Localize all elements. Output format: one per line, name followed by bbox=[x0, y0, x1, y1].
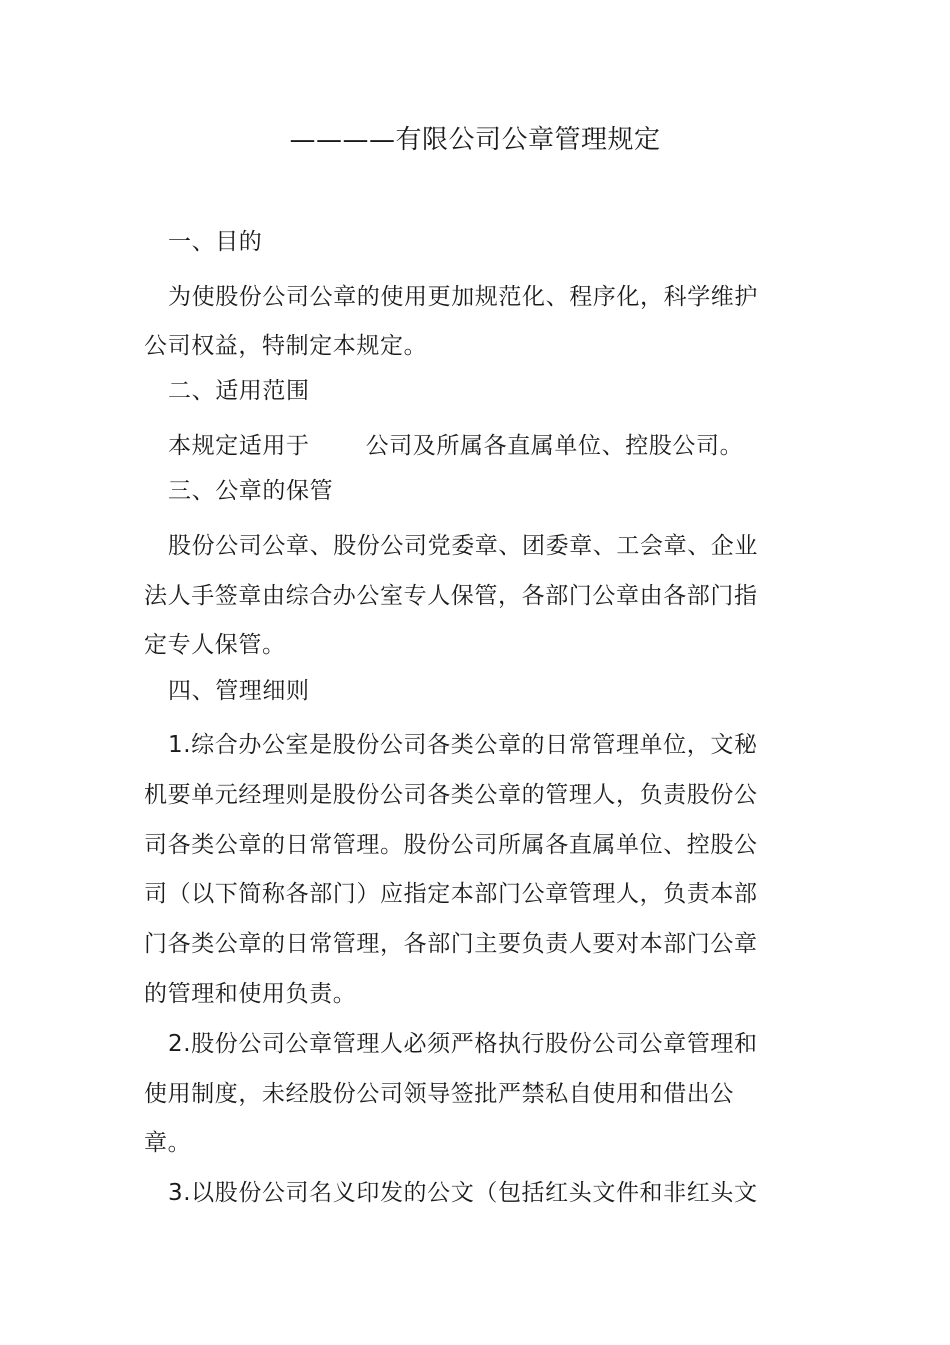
section-heading-purpose: 一、目的 bbox=[168, 229, 263, 255]
paragraph-line: 章。 bbox=[144, 1130, 192, 1156]
paragraph-line: 公司权益，特制定本规定。 bbox=[144, 333, 428, 359]
scope-text-start: 本规定适用于 bbox=[168, 433, 310, 459]
section-heading-scope: 二、适用范围 bbox=[168, 378, 310, 404]
paragraph-line: 司（以下简称各部门）应指定本部门公章管理人，负责本部 bbox=[144, 881, 758, 907]
paragraph-line: 为使股份公司公章的使用更加规范化、程序化，科学维护 bbox=[168, 284, 758, 310]
paragraph-line: 使用制度，未经股份公司领导签批严禁私自使用和借出公 bbox=[144, 1081, 734, 1107]
paragraph-line: 法人手签章由综合办公室专人保管，各部门公章由各部门指 bbox=[144, 583, 758, 609]
section-heading-rules: 四、管理细则 bbox=[168, 678, 310, 704]
scope-text-end: 公司及所属各直属单位、控股公司。 bbox=[365, 433, 744, 459]
section-heading-custody: 三、公章的保管 bbox=[168, 478, 334, 504]
paragraph-line: 2.股份公司公章管理人必须严格执行股份公司公章管理和 bbox=[168, 1031, 758, 1057]
paragraph-line: 3.以股份公司名义印发的公文（包括红头文件和非红头文 bbox=[168, 1180, 758, 1206]
paragraph-line: 机要单元经理则是股份公司各类公章的管理人，负责股份公 bbox=[144, 782, 758, 808]
scope-line bbox=[168, 430, 743, 462]
paragraph-line: 1.综合办公室是股份公司各类公章的日常管理单位，文秘 bbox=[168, 732, 758, 758]
paragraph-line: 的管理和使用负责。 bbox=[144, 981, 357, 1007]
paragraph-line: 门各类公章的日常管理，各部门主要负责人要对本部门公章 bbox=[144, 931, 758, 957]
paragraph-line: 定专人保管。 bbox=[144, 632, 286, 658]
paragraph-line: 司各类公章的日常管理。股份公司所属各直属单位、控股公 bbox=[144, 832, 758, 858]
document-title: ————有限公司公章管理规定 bbox=[289, 125, 661, 155]
paragraph-line: 股份公司公章、股份公司党委章、团委章、工会章、企业 bbox=[168, 533, 758, 559]
